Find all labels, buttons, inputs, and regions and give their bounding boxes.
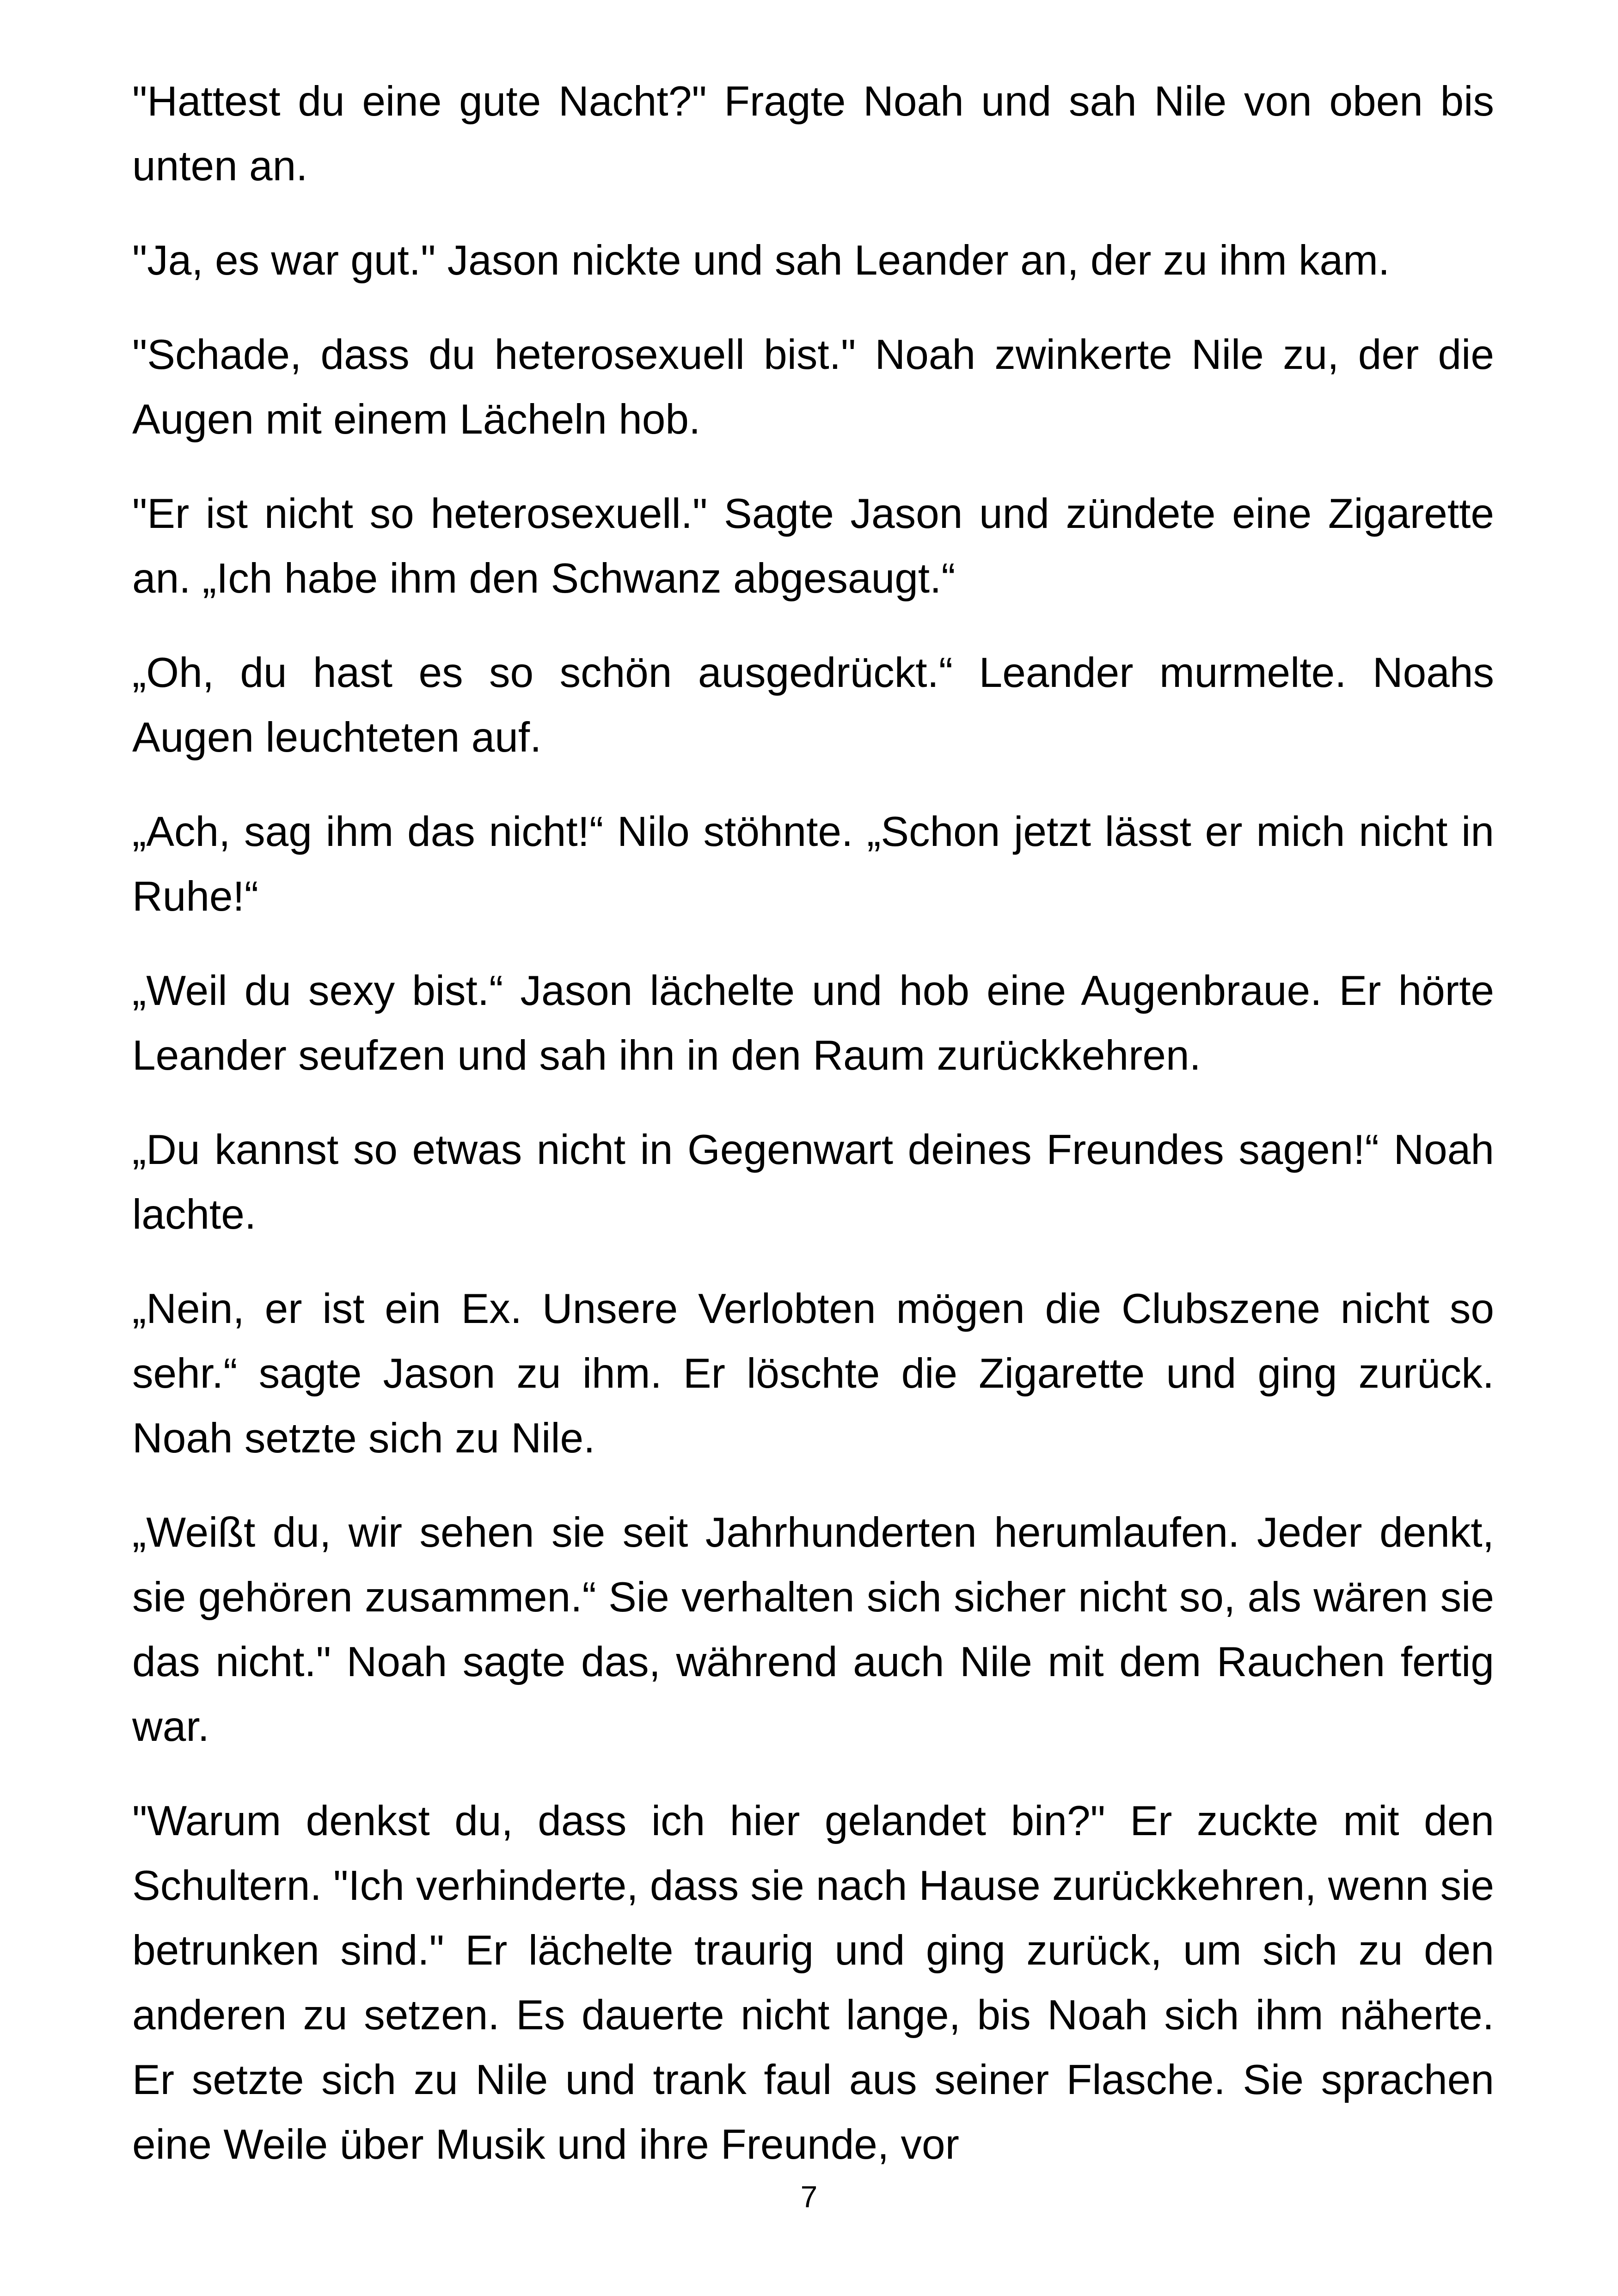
paragraph: „Weißt du, wir sehen sie seit Jahrhunderten herumlaufen. Jeder denkt, sie gehören zusammen.“ Sie verhalten sich sicher nicht so, als wären sie das nicht." Noah sagte das, während auch Nile mit dem Rauchen fertig war.	[132, 1509, 1494, 1750]
page-number: 7	[800, 2180, 818, 2214]
paragraph: "Er ist nicht so heterosexuell." Sagte Jason und zündete eine Zigarette an. „Ich habe ihm den Schwanz abgesaugt.“	[132, 490, 1494, 602]
paragraph: „Ach, sag ihm das nicht!“ Nilo stöhnte. „Schon jetzt lässt er mich nicht in Ruhe!“	[132, 808, 1494, 920]
paragraph: „Oh, du hast es so schön ausgedrückt.“ Leander murmelte. Noahs Augen leuchteten auf.	[132, 649, 1494, 761]
page-body	[132, 69, 1494, 2207]
paragraph: "Hattest du eine gute Nacht?" Fragte Noah und sah Nile von oben bis unten an.	[132, 78, 1494, 190]
paragraph: „Nein, er ist ein Ex. Unsere Verlobten mögen die Clubszene nicht so sehr.“ sagte Jason zu ihm. Er löschte die Zigarette und ging zurück. Noah setzte sich zu Nile.	[132, 1286, 1494, 1462]
paragraph: "Schade, dass du heterosexuell bist." Noah zwinkerte Nile zu, der die Augen mit einem Lächeln hob.	[132, 331, 1494, 443]
paragraph: "Warum denkst du, dass ich hier gelandet bin?" Er zuckte mit den Schultern. "Ich verhinderte, dass sie nach Hause zurückkehren, wenn sie betrunken sind." Er lächelte traurig und ging zurück, um sich zu den anderen zu setzen. Es dauerte nicht lange, bis Noah sich ihm näherte. Er setzte sich zu Nile und trank faul aus seiner Flasche. Sie sprachen eine Weile über Musik und ihre Freunde, vor	[132, 1798, 1494, 2168]
paragraph: "Ja, es war gut." Jason nickte und sah Leander an, der zu ihm kam.	[132, 237, 1390, 284]
paragraph: „Weil du sexy bist.“ Jason lächelte und hob eine Augenbraue. Er hörte Leander seufzen und sah ihn in den Raum zurückkehren.	[132, 967, 1494, 1079]
paragraph: „Du kannst so etwas nicht in Gegenwart deines Freundes sagen!“ Noah lachte.	[132, 1127, 1494, 1238]
